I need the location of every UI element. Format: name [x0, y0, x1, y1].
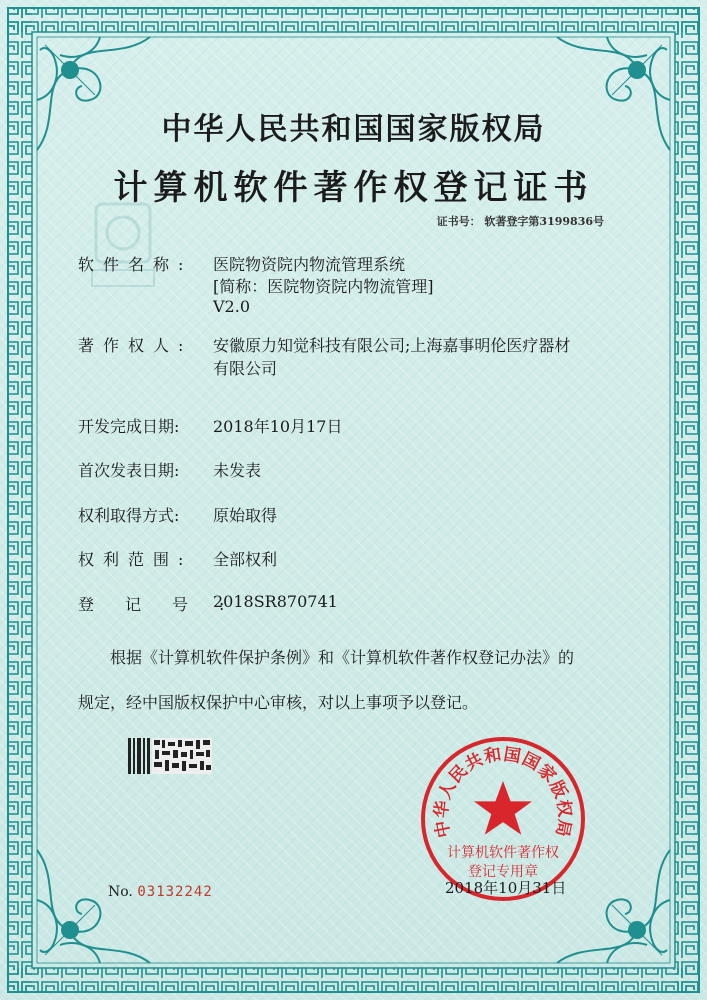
first-publish-date-label: 首次发表日期:	[78, 461, 180, 480]
completion-date-value: 2018年10月17日	[213, 417, 343, 436]
seal-inner-line-2: 登记专用章	[468, 864, 538, 880]
seal-inner-line-1: 计算机软件著作权	[447, 845, 559, 861]
rights-acquisition-value: 原始取得	[213, 506, 278, 525]
statement-line-1: 根据《计算机软件保护条例》和《计算机软件著作权登记办法》的	[110, 648, 575, 667]
software-name-line-2: [简称：医院物资院内物流管理]	[213, 277, 434, 296]
software-name-line-1: 医院物资院内物流管理系统	[213, 255, 406, 274]
seal-star-icon	[474, 781, 532, 835]
statement-line-2: 规定，经中国版权保护中心审核，对以上事项予以登记。	[78, 693, 479, 712]
issue-date: 2018年10月31日	[445, 879, 567, 897]
certificate-number-value: 软著登字第3199836号	[484, 215, 604, 228]
rights-scope-label: 权利范围:	[78, 550, 193, 569]
cpcc-watermark-logo	[88, 200, 158, 292]
first-publish-date-value: 未发表	[213, 461, 262, 480]
rights-acquisition-label: 权利取得方式:	[78, 506, 180, 525]
certificate-number	[437, 213, 604, 229]
registration-number-value: 2018SR870741	[213, 592, 338, 611]
serial-number-value: 03132242	[137, 884, 213, 900]
issuer-heading: 中华人民共和国国家版权局	[161, 112, 546, 147]
copyright-holder-label: 著作权人:	[78, 336, 193, 355]
barcode-image	[128, 738, 212, 774]
certificate-title: 计算机软件著作权登记证书	[113, 168, 594, 208]
completion-date-label: 开发完成日期:	[78, 417, 180, 436]
copyright-holder-line-2: 有限公司	[213, 359, 278, 378]
registration-number-label: 登记号:	[78, 595, 256, 614]
serial-prefix: No.	[108, 884, 133, 900]
copyright-holder-line-1: 安徽原力知觉科技有限公司;上海嘉事明伦医疗器材	[213, 336, 571, 355]
serial-number	[108, 884, 213, 900]
rights-scope-value: 全部权利	[213, 550, 278, 569]
software-version: V2.0	[213, 297, 250, 316]
certificate-number-label: 证书号：	[436, 215, 481, 228]
seal-ring-text: 中华人民共和国国家版权局	[431, 744, 575, 840]
software-name-label: 软件名称:	[78, 255, 193, 274]
